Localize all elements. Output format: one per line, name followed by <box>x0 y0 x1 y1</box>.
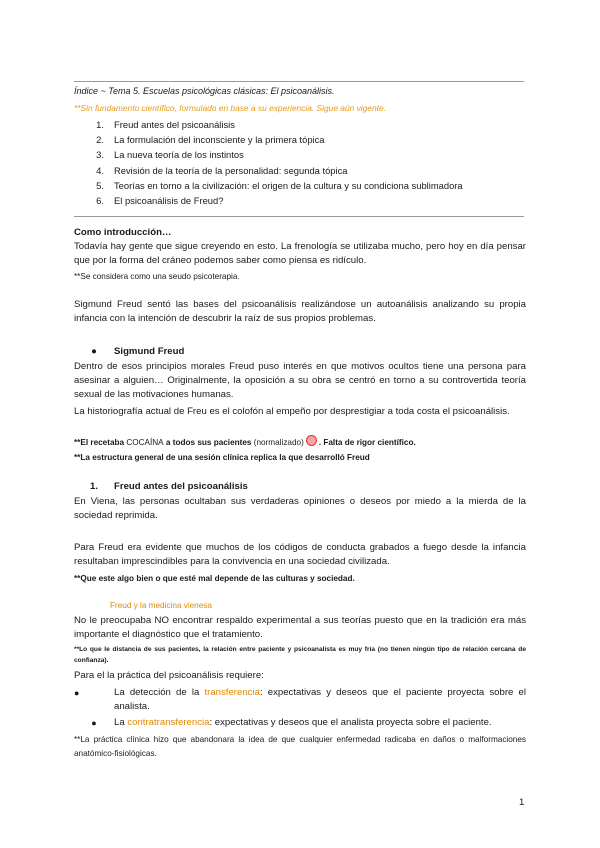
medicine-note-1: **Lo que le distancia de sus pacientes, la relación entre paciente y psicoanalista es muy fría (no tienen ningún tipo de relación cercana de confianza). <box>74 646 526 664</box>
page-number: 1 <box>519 797 525 808</box>
section1-paragraph-2: Para Freud era evidente que muchos de los códigos de conducta grabados a fuego desde la infancia resultaban imprescindibles para la convivencia en una sociedad civilizada. <box>74 542 526 567</box>
medicine-heading: Freud y la medicina vienesa <box>110 601 212 610</box>
list-item: ● La detección de la transferencia: expectativas y deseos que el paciente proyecta sobre el analista. <box>74 687 526 712</box>
freud-note-2: **La estructura general de una sesión clínica replica la que desarrolló Freud <box>74 453 370 462</box>
toc-item[interactable]: 3. La nueva teoría de los instintos <box>96 149 244 161</box>
index-note: **Sin fundamento científico, formulado en base a su experiencia. Sigue aún vigente. <box>74 103 386 113</box>
freud-note-1: **El recetaba COCAÍNA a todos sus pacientes (normalizado) . Falta de rigor científico. <box>74 435 526 450</box>
freud-heading: Sigmund Freud <box>114 346 185 357</box>
intro-note-1: **Se considera como una seudo psicoterapia. <box>74 272 240 281</box>
medicine-note-2: **La práctica clínica hizo que abandonara la idea de que cualquier enfermedad radicaba en daños o malformaciones anatómico-fisiológicas. <box>74 735 526 758</box>
toc-item[interactable]: 2. La formulación del inconsciente y la primera tópica <box>96 134 325 146</box>
table-of-contents <box>74 117 534 208</box>
section1-heading-row <box>74 480 248 494</box>
section1-heading: Freud antes del psicoanálisis <box>114 481 248 492</box>
intro-paragraph-1: Todavía hay gente que sigue creyendo en esto. La frenología se utilizaba mucho, pero hoy en día pensar que por la forma del cráneo podemos saber como piensa es ridículo. <box>74 241 526 266</box>
list-item: ● La contratransferencia: expectativas y deseos que el analista proyecta sobre el paciente. <box>74 716 526 730</box>
term-contratransferencia: contratransferencia <box>127 717 210 728</box>
bullet-icon: ● <box>91 718 97 728</box>
term-transferencia: transferencia <box>204 687 260 698</box>
freud-paragraph-2: La historiografía actual de Freu es el colofón al empeño por desprestigiar a toda costa el psicoanálisis. <box>74 406 510 417</box>
index-title: Índice ~ Tema 5. Escuelas psicológicas clásicas: El psicoanálisis. <box>74 86 335 96</box>
bullet-icon: ● <box>74 688 80 698</box>
freud-paragraph-1: Dentro de esos principios morales Freud puso interés en que motivos ocultos tiene una persona para asesinar a alguien… Originalmente, la oposición a su obra se centró en torno a su controvertida teoría sexual de las motivaciones humanas. <box>74 361 526 400</box>
toc-item[interactable]: 4. Revisión de la teoría de la personalidad: segunda tópica <box>96 164 348 176</box>
bullet-icon: ● <box>91 346 97 357</box>
toc-item[interactable]: 6. El psicoanálisis de Freud? <box>96 195 224 207</box>
index-divider <box>74 216 524 217</box>
intro-paragraph-2: Sigmund Freud sentó las bases del psicoanálisis realizándose un autoanálisis analizando su propia infancia con la intención de descubrir la raíz de sus propios problemas. <box>74 299 526 324</box>
section1-number: 1. <box>89 481 98 492</box>
section1-paragraph-1: En Viena, las personas ocultaban sus verdaderas opiniones o deseos por miedo a la mierda de la sociedad reprimida. <box>74 496 526 521</box>
section1-note-1: **Que este algo bien o que esté mal depende de las culturas y sociedad. <box>74 574 355 583</box>
intro-heading: Como introducción… <box>74 227 172 238</box>
medicine-paragraph-1: No le preocupaba NO encontrar respaldo experimental a sus teorías puesto que en la tradición era más importante el diagnóstico que el tratamiento. <box>74 615 526 640</box>
toc-item[interactable]: 1. Freud antes del psicoanálisis <box>96 119 235 130</box>
freud-heading-row <box>74 345 184 359</box>
scared-face-icon <box>306 435 317 446</box>
toc-item[interactable]: 5. Teorías en torno a la civilización: el origen de la cultura y su condiciona sublimadora <box>96 179 463 191</box>
top-divider <box>74 81 524 82</box>
medicine-paragraph-2: Para el la práctica del psicoanálisis requiere: <box>74 670 264 681</box>
